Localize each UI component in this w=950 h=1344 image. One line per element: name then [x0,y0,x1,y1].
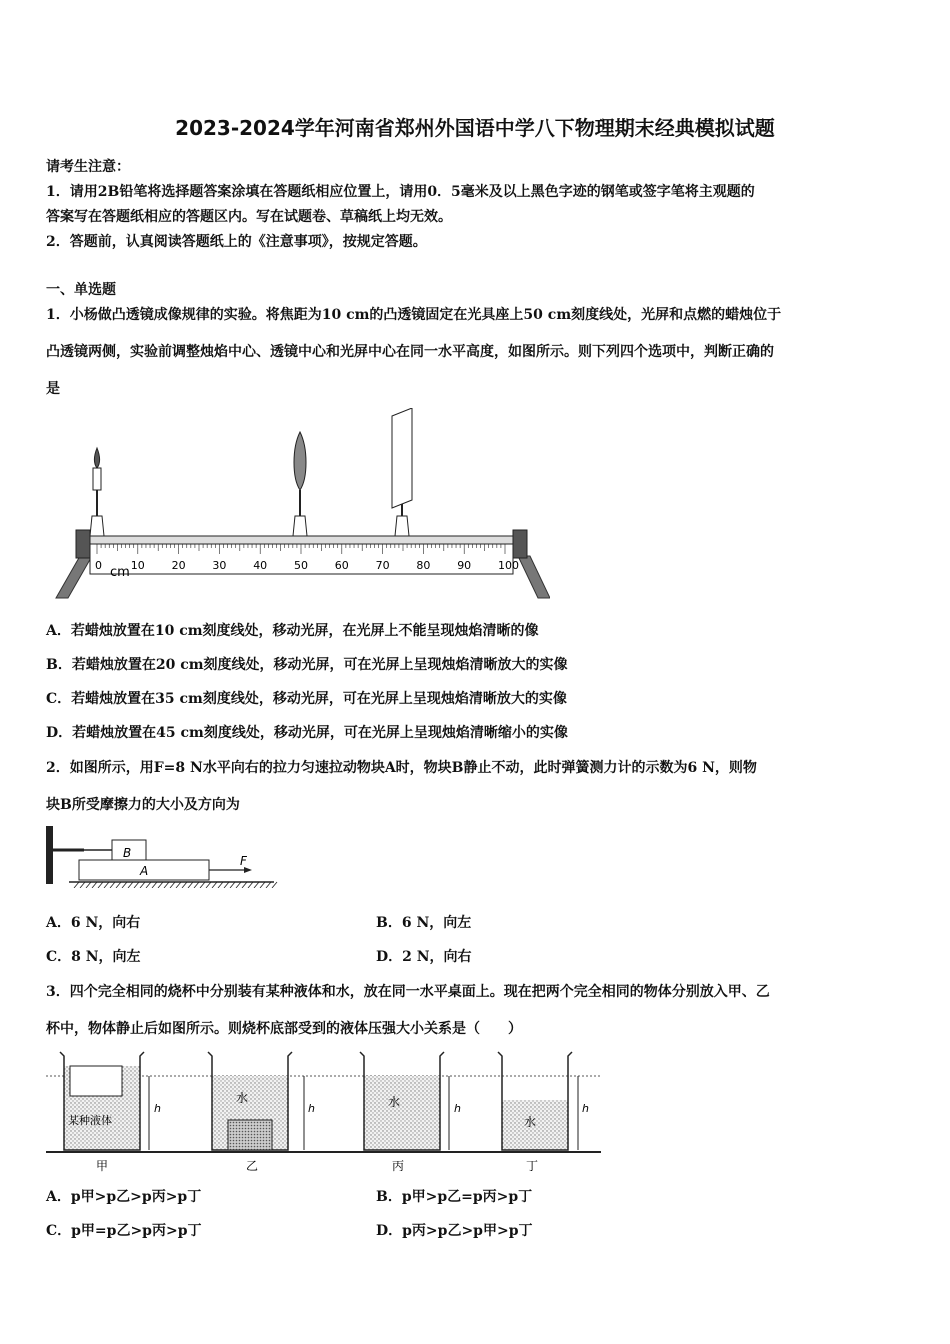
q3-option-d[interactable]: D．p丙>p乙>p甲>p丁 [376,1223,533,1239]
q3-option-b[interactable]: B．p甲>p乙=p丙>p丁 [376,1189,533,1205]
bench-tick-label: 30 [212,559,227,572]
beaker-ding-liquid: 水 [524,1115,537,1129]
bench-tick-label: 90 [457,559,472,572]
beaker-label-yi: 乙 [246,1159,259,1172]
label-f: F [240,854,247,868]
q2-option-a[interactable]: A．6 N，向右 [46,915,141,931]
bench-tick-label: 80 [416,559,431,572]
wall [46,826,53,884]
notice-item1-line2: 答案写在答题纸相应的答题区内。写在试题卷、草稿纸上均无效。 [46,209,452,225]
beakers-figure [46,1046,606,1172]
q3-option-a[interactable]: A．p甲>p乙>p丙>p丁 [46,1189,202,1205]
q2-option-b[interactable]: B．6 N，向左 [376,915,472,931]
q3-line2: 杯中，物体静止后如图所示。则烧杯底部受到的液体压强大小关系是（ ） [46,1021,522,1037]
notice-item1-line1: 1．请用2B铅笔将选择题答案涂填在答题纸相应位置上，请用0．5毫米及以上黑色字迹的钢笔或签字笔将主观题的 [46,184,755,200]
q2-option-d[interactable]: D．2 N，向右 [376,949,472,965]
q2-line2: 块B所受摩擦力的大小及方向为 [46,797,240,813]
beaker-yi-liquid: 水 [236,1091,249,1105]
beaker-jia [60,1052,161,1150]
q3-option-c[interactable]: C．p甲=p乙>p丙>p丁 [46,1223,202,1239]
notice-heading: 请考生注意： [46,159,130,175]
h-label: h [582,1102,589,1115]
light-screen [392,408,412,536]
bench-tick-label: 0 [95,559,102,572]
q1-line3: 是 [46,381,60,397]
q1-option-b[interactable]: B．若蜡烛放置在20 cm刻度线处，移动光屏，可在光屏上呈现烛焰清晰放大的实像 [46,657,568,673]
label-a: A [140,864,149,878]
q1-option-c[interactable]: C．若蜡烛放置在35 cm刻度线处，移动光屏，可在光屏上呈现烛焰清晰放大的实像 [46,691,567,707]
bench-tick-label: 50 [294,559,308,572]
bench-left-leg [56,556,92,598]
beaker-label-ding: 丁 [526,1159,539,1172]
convex-lens [293,432,307,536]
bench-right-end [513,530,527,558]
bench-tick-label: 70 [375,559,390,572]
candle [90,448,104,536]
q2-line1: 2．如图所示，用F=8 N水平向右的拉力匀速拉动物块A时，物块B静止不动，此时弹簧测力计的示数为6 N，则物 [46,760,757,776]
bench-unit-label: cm [110,565,130,580]
bench-tick-label: 10 [130,559,145,572]
notice-item2: 2．答题前，认真阅读答题纸上的《注意事项》，按规定答题。 [46,234,427,250]
friction-figure [44,826,279,888]
bench-right-leg [518,556,550,598]
h-label: h [154,1102,161,1115]
h-label: h [308,1102,315,1115]
q1-line1: 1．小杨做凸透镜成像规律的实验。将焦距为10 cm的凸透镜固定在光具座上50 cm刻度线处，光屏和点燃的蜡烛位于 [46,307,782,323]
label-b: B [123,846,132,860]
beaker-jia-liquid: 某种液体 [68,1114,112,1127]
beaker-label-bing: 丙 [392,1159,405,1172]
q3-line1: 3．四个完全相同的烧杯中分别装有某种液体和水，放在同一水平桌面上。现在把两个完全相同的物体分别放入甲、乙 [46,984,770,1000]
page-title: 2023-2024学年河南省郑州外国语中学八下物理期末经典模拟试题 [175,116,775,140]
bench-tick-label: 40 [253,559,268,572]
bench-left-end [76,530,90,558]
beaker-ding [498,1052,589,1150]
section-heading: 一、单选题 [46,282,116,298]
h-label: h [454,1102,461,1115]
bench-tick-label: 100 [498,559,519,572]
optical-bench-figure [50,408,550,603]
bench-tick-label: 60 [334,559,349,572]
q2-option-c[interactable]: C．8 N，向左 [46,949,141,965]
q1-line2: 凸透镜两侧，实验前调整烛焰中心、透镜中心和光屏中心在同一水平高度，如图所示。则下列四个选项中，判断正确的 [46,344,774,360]
beaker-bing-liquid: 水 [388,1095,401,1109]
beaker-yi [208,1052,315,1150]
q1-option-a[interactable]: A．若蜡烛放置在10 cm刻度线处，移动光屏，在光屏上不能呈现烛焰清晰的像 [46,623,539,639]
bench-tick-label: 20 [171,559,186,572]
q1-option-d[interactable]: D．若蜡烛放置在45 cm刻度线处，移动光屏，可在光屏上呈现烛焰清晰缩小的实像 [46,725,568,741]
bench-rail [90,536,513,544]
beaker-bing [360,1052,461,1150]
beaker-label-jia: 甲 [96,1159,109,1172]
